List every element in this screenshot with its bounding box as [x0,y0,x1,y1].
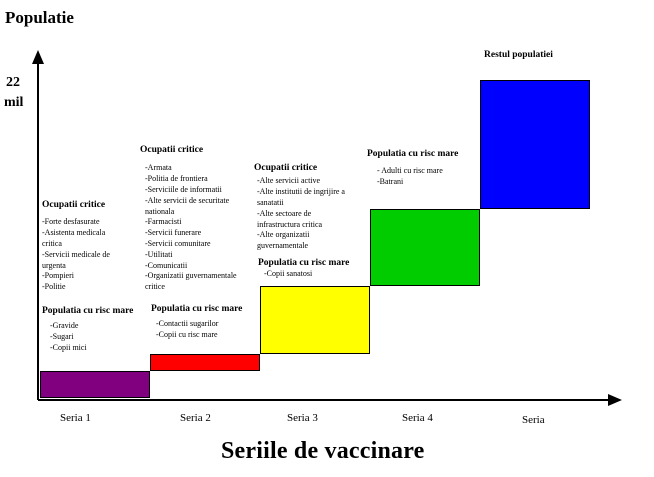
x-label-seria-2: Seria 2 [180,412,211,424]
series-3-critical-group [254,163,345,252]
series-5-heading: Restul populatiei [484,50,553,60]
list-item: guvernamentale [257,241,309,251]
series-1-risk-list [50,321,133,353]
series-1-critical-list [42,217,110,293]
series-2-risk-list [156,319,242,341]
list-item: nationala [145,206,175,216]
list-item: -Servicii medicale de [42,249,110,259]
list-item: -Sugari [50,332,74,342]
series-5-block [480,80,590,209]
y-axis-title: Populatie [5,8,74,27]
list-item: -Politia de frontiera [145,174,208,184]
x-label-seria-4: Seria 4 [402,412,433,424]
list-item: - Adulti cu risc mare [377,166,443,176]
list-item: infrastructura critica [257,219,323,229]
x-axis-arrow [608,394,622,406]
series-2-critical-list [145,163,237,293]
list-item: urgenta [42,260,66,270]
list-item: -Copii cu risc mare [156,330,218,340]
list-item: -Forte desfasurate [42,217,100,227]
series-2-risk-group [151,304,242,341]
series-2-risk-heading: Populatia cu risc mare [151,304,243,314]
series-2-critical-heading: Ocupatii critice [140,145,204,155]
list-item: -Alte sectoare de [257,208,312,218]
series-4-risk-list [377,166,458,188]
series-2-block [150,354,260,371]
list-item: -Gravide [50,321,79,331]
list-item: -Contactii sugarilor [156,319,219,329]
x-label-seria-1: Seria 1 [60,412,91,424]
list-item: -Copii mici [50,342,87,352]
list-item: -Politie [42,282,66,292]
list-item: -Armata [145,163,172,173]
list-item: -Alte organizatii [257,230,310,240]
x-label-seria-5: Seria [522,414,545,426]
y-axis-tick-value: 22 [6,75,20,90]
series-1-risk-heading: Populatia cu risc mare [42,306,134,316]
list-item: -Organizatii guvernamentale [145,271,237,281]
x-axis-title: Seriile de vaccinare [221,438,425,464]
series-3-critical-list [257,176,345,252]
list-item: -Farmacisti [145,217,182,227]
series-1-critical-heading: Ocupatii critice [42,200,106,210]
list-item: critice [145,282,165,292]
list-item: critica [42,238,62,248]
list-item: -Servicii funerare [145,228,202,238]
list-item: -Comunicatii [145,260,188,270]
series-2-critical-group [140,145,237,293]
list-item: -Copii sanatosi [264,269,313,279]
list-item: -Alte servicii de securitate [145,195,230,205]
list-item: -Utilitati [145,249,173,259]
series-4-block [370,209,480,286]
list-item: -Asistenta medicala [42,228,106,238]
series-4-risk-group [367,149,458,188]
series-4-risk-heading: Populatia cu risc mare [367,149,459,159]
series-3-risk-heading: Populatia cu risc mare [258,258,350,268]
series-3-critical-heading: Ocupatii critice [254,163,318,173]
list-item: -Alte servicii active [257,176,321,186]
series-1-block [40,371,150,398]
list-item: -Servicii comunitare [145,238,211,248]
x-label-seria-3: Seria 3 [287,412,318,424]
list-item: sanatatii [257,197,284,207]
list-item: -Serviciile de informatii [145,184,222,194]
y-axis-tick-unit: mil [4,95,24,110]
series-3-risk-list [264,269,349,280]
series-1-risk-group [42,306,133,354]
list-item: -Batrani [377,177,404,187]
y-axis-arrow [32,50,44,64]
list-item: -Pompieri [42,271,74,281]
series-3-block [260,286,370,354]
series-3-risk-group [258,258,349,280]
series-1-critical-group [42,200,110,293]
list-item: -Alte institutii de ingrijire a [257,187,345,197]
